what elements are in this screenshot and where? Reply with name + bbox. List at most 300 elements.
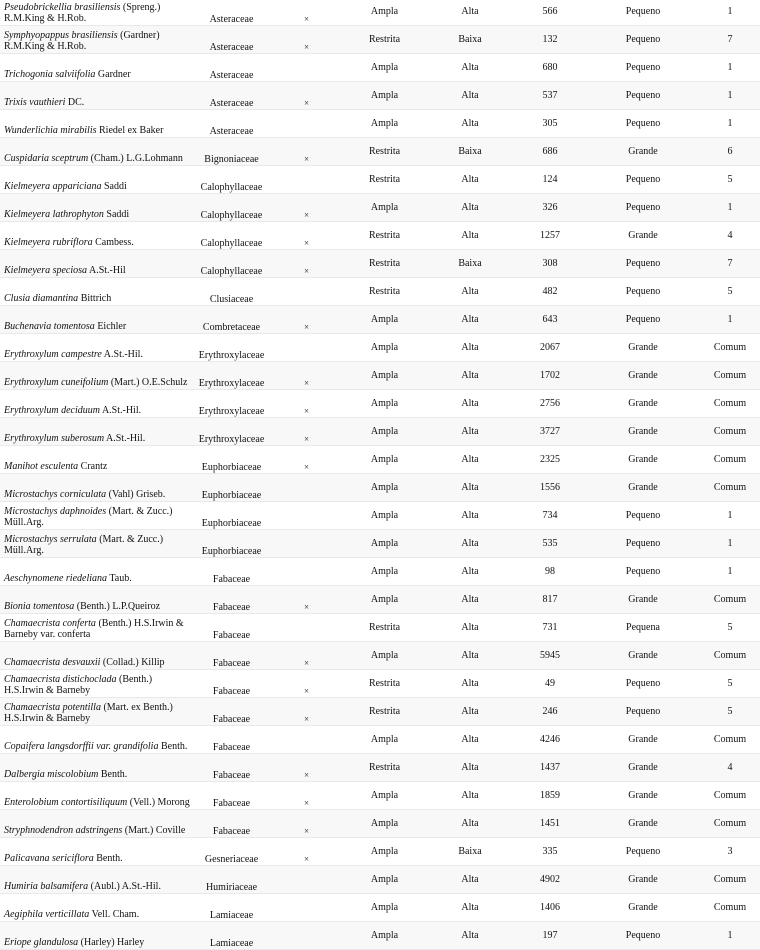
- mark-cell: ×: [270, 670, 343, 698]
- frequency-cell: 7: [700, 250, 760, 278]
- species-cell: [0, 670, 193, 698]
- mark-cell: ×: [270, 810, 343, 838]
- distribution-cell: Ampla: [343, 530, 426, 558]
- count-cell: 4902: [514, 866, 586, 894]
- frequency-cell: 1: [700, 110, 760, 138]
- species-name: Enterolobium contortisiliquum: [4, 797, 128, 808]
- size-cell: Pequeno: [586, 698, 700, 726]
- density-cell: Alta: [426, 222, 514, 250]
- mark-cell: ×: [270, 138, 343, 166]
- size-cell: Pequeno: [586, 558, 700, 586]
- family-cell: Fabaceae: [193, 586, 270, 614]
- frequency-cell: Comum: [700, 418, 760, 446]
- count-cell: 1451: [514, 810, 586, 838]
- species-cell: [0, 166, 193, 194]
- frequency-cell: Comum: [700, 642, 760, 670]
- table-row: [0, 278, 760, 306]
- species-name: Copaifera langsdorffii var. grandifolia: [4, 741, 159, 752]
- size-cell: Grande: [586, 810, 700, 838]
- distribution-cell: Ampla: [343, 642, 426, 670]
- frequency-cell: 6: [700, 138, 760, 166]
- frequency-cell: Comum: [700, 726, 760, 754]
- table-row: [0, 558, 760, 586]
- density-cell: Alta: [426, 334, 514, 362]
- mark-cell: ×: [270, 754, 343, 782]
- species-author: Benth.: [98, 769, 128, 780]
- species-cell: [0, 250, 193, 278]
- count-cell: 482: [514, 278, 586, 306]
- frequency-cell: 1: [700, 82, 760, 110]
- table-row: [0, 0, 760, 26]
- size-cell: Grande: [586, 642, 700, 670]
- species-author: A.St.-Hil.: [100, 405, 142, 416]
- species-author: (Vell.) Morong: [127, 797, 190, 808]
- distribution-cell: Ampla: [343, 362, 426, 390]
- mark-cell: [270, 278, 343, 306]
- size-cell: Grande: [586, 474, 700, 502]
- table-row: [0, 614, 760, 642]
- family-cell: Calophyllaceae: [193, 222, 270, 250]
- count-cell: 246: [514, 698, 586, 726]
- table-row: [0, 54, 760, 82]
- size-cell: Grande: [586, 782, 700, 810]
- species-cell: [0, 362, 193, 390]
- distribution-cell: Restrita: [343, 614, 426, 642]
- frequency-cell: Comum: [700, 334, 760, 362]
- density-cell: Alta: [426, 110, 514, 138]
- family-cell: Lamiaceae: [193, 922, 270, 950]
- frequency-cell: 7: [700, 26, 760, 54]
- size-cell: Grande: [586, 726, 700, 754]
- species-author: (Mart.) O.E.Schulz: [108, 377, 188, 388]
- species-name: Buchenavia tomentosa: [4, 321, 95, 332]
- family-cell: Erythroxylaceae: [193, 362, 270, 390]
- count-cell: 1406: [514, 894, 586, 922]
- family-cell: Asteraceae: [193, 26, 270, 54]
- frequency-cell: 1: [700, 54, 760, 82]
- species-name: Symphyopappus brasiliensis: [4, 30, 118, 41]
- family-cell: Humiriaceae: [193, 866, 270, 894]
- species-name: Clusia diamantina: [4, 293, 79, 304]
- species-name: Chamaecrista distichoclada: [4, 674, 117, 685]
- table-row: [0, 530, 760, 558]
- count-cell: 686: [514, 138, 586, 166]
- mark-cell: [270, 166, 343, 194]
- family-cell: Fabaceae: [193, 754, 270, 782]
- size-cell: Pequeno: [586, 194, 700, 222]
- species-author: (Mart. & Zucc.) Müll.Arg.: [4, 534, 166, 556]
- count-cell: 197: [514, 922, 586, 950]
- distribution-cell: Ampla: [343, 0, 426, 26]
- mark-cell: [270, 894, 343, 922]
- size-cell: Grande: [586, 390, 700, 418]
- species-cell: [0, 194, 193, 222]
- distribution-cell: Ampla: [343, 922, 426, 950]
- count-cell: 124: [514, 166, 586, 194]
- density-cell: Alta: [426, 166, 514, 194]
- size-cell: Grande: [586, 138, 700, 166]
- mark-cell: [270, 866, 343, 894]
- count-cell: 305: [514, 110, 586, 138]
- frequency-cell: Comum: [700, 474, 760, 502]
- density-cell: Alta: [426, 502, 514, 530]
- distribution-cell: Ampla: [343, 306, 426, 334]
- density-cell: Baixa: [426, 26, 514, 54]
- table-row: [0, 418, 760, 446]
- distribution-cell: Restrita: [343, 754, 426, 782]
- species-author: (Gardner) R.M.King & H.Rob.: [4, 30, 163, 52]
- mark-cell: ×: [270, 194, 343, 222]
- table-row: [0, 138, 760, 166]
- distribution-cell: Restrita: [343, 166, 426, 194]
- table-row: [0, 474, 760, 502]
- mark-cell: [270, 474, 343, 502]
- density-cell: Alta: [426, 390, 514, 418]
- family-cell: Euphorbiaceae: [193, 502, 270, 530]
- size-cell: Grande: [586, 362, 700, 390]
- frequency-cell: 5: [700, 614, 760, 642]
- count-cell: 3727: [514, 418, 586, 446]
- table-row: [0, 894, 760, 922]
- table-row: [0, 222, 760, 250]
- frequency-cell: 1: [700, 530, 760, 558]
- density-cell: Alta: [426, 586, 514, 614]
- size-cell: Pequeno: [586, 922, 700, 950]
- species-cell: [0, 26, 193, 54]
- distribution-cell: Ampla: [343, 586, 426, 614]
- density-cell: Baixa: [426, 250, 514, 278]
- species-cell: [0, 922, 193, 950]
- size-cell: Pequeno: [586, 54, 700, 82]
- distribution-cell: Restrita: [343, 698, 426, 726]
- size-cell: Pequeno: [586, 502, 700, 530]
- count-cell: 734: [514, 502, 586, 530]
- density-cell: Alta: [426, 894, 514, 922]
- table-row: [0, 362, 760, 390]
- mark-cell: ×: [270, 642, 343, 670]
- distribution-cell: Ampla: [343, 110, 426, 138]
- species-author: (Benth.) L.P.Queiroz: [74, 601, 161, 612]
- species-name: Manihot esculenta: [4, 461, 79, 472]
- species-cell: [0, 502, 193, 530]
- species-author: Vell. Cham.: [89, 909, 140, 920]
- species-author: Saddi: [101, 181, 127, 192]
- species-author: Cambess.: [92, 237, 134, 248]
- distribution-cell: Ampla: [343, 726, 426, 754]
- frequency-cell: Comum: [700, 782, 760, 810]
- mark-cell: [270, 502, 343, 530]
- species-name: Wunderlichia mirabilis: [4, 125, 97, 136]
- family-cell: Asteraceae: [193, 82, 270, 110]
- species-name: Erythroxylum cuneifolium: [4, 377, 109, 388]
- family-cell: Fabaceae: [193, 782, 270, 810]
- species-author: (Collad.) Killip: [100, 657, 165, 668]
- species-cell: [0, 810, 193, 838]
- size-cell: Pequena: [586, 614, 700, 642]
- species-name: Aeschynomene riedeliana: [4, 573, 108, 584]
- distribution-cell: Ampla: [343, 82, 426, 110]
- species-name: Humiria balsamifera: [4, 881, 89, 892]
- distribution-cell: Restrita: [343, 278, 426, 306]
- frequency-cell: 5: [700, 670, 760, 698]
- density-cell: Alta: [426, 194, 514, 222]
- mark-cell: ×: [270, 390, 343, 418]
- table-row: [0, 306, 760, 334]
- table-row: [0, 838, 760, 866]
- species-author: (Cham.) L.G.Lohmann: [88, 153, 183, 164]
- species-name: Dalbergia miscolobium: [4, 769, 99, 780]
- species-author: (Vahl) Griseb.: [106, 489, 166, 500]
- density-cell: Alta: [426, 782, 514, 810]
- count-cell: 2756: [514, 390, 586, 418]
- mark-cell: [270, 110, 343, 138]
- species-cell: [0, 558, 193, 586]
- species-name: Cuspidaria sceptrum: [4, 153, 89, 164]
- species-cell: [0, 222, 193, 250]
- frequency-cell: 1: [700, 194, 760, 222]
- table-row: [0, 810, 760, 838]
- count-cell: 1437: [514, 754, 586, 782]
- species-cell: [0, 82, 193, 110]
- species-name: Erythroxylum suberosum: [4, 433, 105, 444]
- frequency-cell: 1: [700, 0, 760, 26]
- size-cell: Pequeno: [586, 250, 700, 278]
- density-cell: Alta: [426, 278, 514, 306]
- size-cell: Grande: [586, 894, 700, 922]
- species-author: Crantz: [78, 461, 108, 472]
- size-cell: Grande: [586, 586, 700, 614]
- family-cell: Fabaceae: [193, 614, 270, 642]
- family-cell: Asteraceae: [193, 0, 270, 26]
- species-name: Erythroxylum deciduum: [4, 405, 100, 416]
- mark-cell: [270, 334, 343, 362]
- table-row: [0, 726, 760, 754]
- density-cell: Alta: [426, 922, 514, 950]
- species-author: A.St.-Hil.: [104, 433, 146, 444]
- table-row: [0, 194, 760, 222]
- distribution-cell: Ampla: [343, 838, 426, 866]
- distribution-cell: Restrita: [343, 222, 426, 250]
- mark-cell: ×: [270, 446, 343, 474]
- species-name: Chamaecrista potentilla: [4, 702, 101, 713]
- species-name: Chamaecrista conferta: [4, 618, 96, 629]
- species-author: Eichler: [94, 321, 127, 332]
- density-cell: Alta: [426, 362, 514, 390]
- family-cell: Erythroxylaceae: [193, 334, 270, 362]
- species-cell: [0, 754, 193, 782]
- species-author: (Benth.) H.S.Irwin & Barneby var. conferta: [4, 618, 187, 640]
- size-cell: Pequeno: [586, 670, 700, 698]
- species-name: Eriope glandulosa: [4, 937, 79, 948]
- species-name: Microstachys serrulata: [4, 534, 97, 545]
- mark-cell: [270, 614, 343, 642]
- species-author: (Mart.) Coville: [122, 825, 186, 836]
- table-row: [0, 782, 760, 810]
- species-cell: [0, 110, 193, 138]
- mark-cell: ×: [270, 82, 343, 110]
- distribution-cell: Ampla: [343, 782, 426, 810]
- frequency-cell: Comum: [700, 446, 760, 474]
- frequency-cell: 3: [700, 838, 760, 866]
- species-cell: [0, 474, 193, 502]
- species-author: (Aubl.) A.St.-Hil.: [88, 881, 161, 892]
- family-cell: Fabaceae: [193, 642, 270, 670]
- species-cell: [0, 642, 193, 670]
- species-author: Gardner: [95, 69, 131, 80]
- count-cell: 643: [514, 306, 586, 334]
- species-author: (Mart. & Zucc.) Müll.Arg.: [4, 506, 175, 528]
- family-cell: Fabaceae: [193, 670, 270, 698]
- distribution-cell: Restrita: [343, 250, 426, 278]
- size-cell: Grande: [586, 446, 700, 474]
- mark-cell: ×: [270, 0, 343, 26]
- species-author: (Spreng.) R.M.King & H.Rob.: [4, 2, 163, 24]
- density-cell: Alta: [426, 474, 514, 502]
- frequency-cell: 4: [700, 754, 760, 782]
- species-name: Aegiphila verticillata: [4, 909, 90, 920]
- family-cell: Euphorbiaceae: [193, 446, 270, 474]
- species-name: Microstachys corniculata: [4, 489, 107, 500]
- size-cell: Pequeno: [586, 26, 700, 54]
- table-row: [0, 26, 760, 54]
- count-cell: 2325: [514, 446, 586, 474]
- species-cell: [0, 306, 193, 334]
- family-cell: Euphorbiaceae: [193, 474, 270, 502]
- density-cell: Baixa: [426, 838, 514, 866]
- distribution-cell: Ampla: [343, 558, 426, 586]
- species-name: Kielmeyera lathrophyton: [4, 209, 104, 220]
- family-cell: Clusiaceae: [193, 278, 270, 306]
- density-cell: Alta: [426, 558, 514, 586]
- species-author: Benth.: [158, 741, 188, 752]
- table-row: [0, 390, 760, 418]
- family-cell: Fabaceae: [193, 726, 270, 754]
- species-name: Palicavana sericiflora: [4, 853, 94, 864]
- table-row: [0, 754, 760, 782]
- family-cell: Calophyllaceae: [193, 250, 270, 278]
- family-cell: Fabaceae: [193, 558, 270, 586]
- species-cell: [0, 698, 193, 726]
- species-cell: [0, 54, 193, 82]
- species-cell: [0, 278, 193, 306]
- distribution-cell: Ampla: [343, 54, 426, 82]
- frequency-cell: Comum: [700, 586, 760, 614]
- density-cell: Alta: [426, 642, 514, 670]
- count-cell: 566: [514, 0, 586, 26]
- size-cell: Grande: [586, 754, 700, 782]
- density-cell: Alta: [426, 698, 514, 726]
- species-name: Stryphnodendron adstringens: [4, 825, 123, 836]
- count-cell: 1859: [514, 782, 586, 810]
- species-name: Pseudobrickellia brasiliensis: [4, 2, 121, 13]
- size-cell: Pequeno: [586, 306, 700, 334]
- distribution-cell: Ampla: [343, 334, 426, 362]
- count-cell: 817: [514, 586, 586, 614]
- family-cell: Asteraceae: [193, 54, 270, 82]
- mark-cell: ×: [270, 838, 343, 866]
- table-row: [0, 166, 760, 194]
- distribution-cell: Ampla: [343, 474, 426, 502]
- family-cell: Fabaceae: [193, 810, 270, 838]
- frequency-cell: 4: [700, 222, 760, 250]
- species-name: Bionia tomentosa: [4, 601, 75, 612]
- frequency-cell: Comum: [700, 894, 760, 922]
- distribution-cell: Restrita: [343, 670, 426, 698]
- frequency-cell: 1: [700, 922, 760, 950]
- species-author: Riedel ex Baker: [96, 125, 164, 136]
- family-cell: Asteraceae: [193, 110, 270, 138]
- species-author: A.St.-Hil: [87, 265, 126, 276]
- count-cell: 132: [514, 26, 586, 54]
- density-cell: Alta: [426, 530, 514, 558]
- table-row: [0, 586, 760, 614]
- species-cell: [0, 138, 193, 166]
- density-cell: Alta: [426, 810, 514, 838]
- count-cell: 326: [514, 194, 586, 222]
- species-cell: [0, 390, 193, 418]
- size-cell: Grande: [586, 222, 700, 250]
- species-cell: [0, 866, 193, 894]
- size-cell: Pequeno: [586, 166, 700, 194]
- species-author: (Harley) Harley: [78, 937, 145, 948]
- mark-cell: ×: [270, 222, 343, 250]
- family-cell: Calophyllaceae: [193, 166, 270, 194]
- species-cell: [0, 334, 193, 362]
- distribution-cell: Restrita: [343, 26, 426, 54]
- density-cell: Alta: [426, 726, 514, 754]
- mark-cell: ×: [270, 306, 343, 334]
- family-cell: Fabaceae: [193, 698, 270, 726]
- family-cell: Calophyllaceae: [193, 194, 270, 222]
- count-cell: 4246: [514, 726, 586, 754]
- frequency-cell: 5: [700, 698, 760, 726]
- size-cell: Pequeno: [586, 530, 700, 558]
- species-author: A.St.-Hil.: [101, 349, 143, 360]
- count-cell: 537: [514, 82, 586, 110]
- distribution-cell: Restrita: [343, 138, 426, 166]
- species-name: Microstachys daphnoides: [4, 506, 107, 517]
- mark-cell: ×: [270, 26, 343, 54]
- size-cell: Pequeno: [586, 0, 700, 26]
- table-row: [0, 446, 760, 474]
- frequency-cell: 5: [700, 278, 760, 306]
- family-cell: Lamiaceae: [193, 894, 270, 922]
- density-cell: Alta: [426, 0, 514, 26]
- family-cell: Gesneriaceae: [193, 838, 270, 866]
- mark-cell: [270, 54, 343, 82]
- table-row: [0, 642, 760, 670]
- table-row: [0, 82, 760, 110]
- species-name: Kielmeyera rubriflora: [4, 237, 93, 248]
- count-cell: 2067: [514, 334, 586, 362]
- mark-cell: [270, 726, 343, 754]
- species-cell: [0, 614, 193, 642]
- count-cell: 5945: [514, 642, 586, 670]
- distribution-cell: Ampla: [343, 194, 426, 222]
- distribution-cell: Ampla: [343, 390, 426, 418]
- density-cell: Alta: [426, 670, 514, 698]
- mark-cell: ×: [270, 418, 343, 446]
- count-cell: 335: [514, 838, 586, 866]
- species-cell: [0, 726, 193, 754]
- family-cell: Euphorbiaceae: [193, 530, 270, 558]
- mark-cell: [270, 558, 343, 586]
- mark-cell: ×: [270, 698, 343, 726]
- frequency-cell: Comum: [700, 866, 760, 894]
- frequency-cell: Comum: [700, 362, 760, 390]
- species-cell: [0, 418, 193, 446]
- density-cell: Baixa: [426, 138, 514, 166]
